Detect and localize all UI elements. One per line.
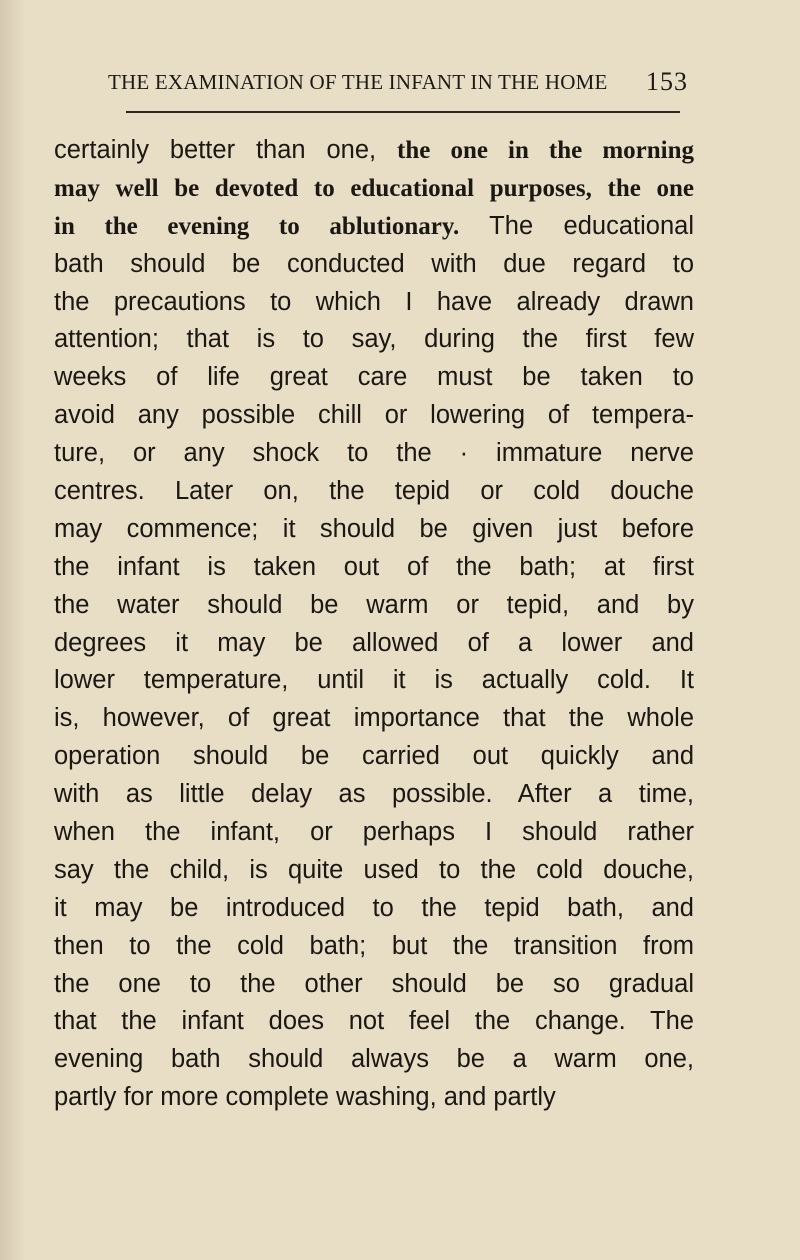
text-line: then to the cold bath; but the transition from: [54, 931, 694, 960]
text-line: the one to the other should be so gradual: [54, 969, 694, 998]
page-number: 153: [646, 67, 688, 96]
text-line: weeks of life great care must be taken to: [54, 363, 694, 392]
text-run: The educational: [459, 211, 694, 240]
text-line: lower temperature, until it is actually cold. It: [54, 666, 694, 695]
text-line: the precautions to which I have already drawn: [54, 287, 694, 316]
text-line: it may be introduced to the tepid bath, and: [54, 893, 694, 922]
text-line: the water should be warm or tepid, and by: [54, 590, 694, 619]
text-line: with as little delay as possible. After a time,: [54, 780, 694, 809]
text-line: the infant is taken out of the bath; at first: [54, 552, 694, 581]
text-line: avoid any possible chill or lowering of tempera-: [54, 401, 694, 430]
text-line: operation should be carried out quickly and: [54, 742, 694, 771]
text-line: evening bath should always be a warm one,: [54, 1045, 694, 1074]
bold-phrase: in the evening to ablutionary.: [54, 212, 460, 240]
bold-phrase: the one in the morning: [397, 137, 694, 164]
text-line: attention; that is to say, during the first few: [54, 325, 694, 354]
text-line: say the child, is quite used to the cold douche,: [54, 855, 694, 884]
text-line: [54, 132, 694, 170]
text-line: [54, 208, 694, 246]
text-line: bath should be conducted with due regard to: [54, 249, 694, 278]
text-line: may commence; it should be given just before: [54, 514, 694, 543]
text-line: that the infant does not feel the change. The: [54, 1007, 694, 1036]
text-line: degrees it may be allowed of a lower and: [54, 628, 694, 657]
text-line: when the infant, or perhaps I should rather: [54, 818, 694, 847]
text-line: is, however, of great importance that the whole: [54, 704, 694, 733]
header-rule: [126, 111, 680, 113]
page-header: [108, 67, 688, 102]
text-line: partly for more complete washing, and partly: [54, 1083, 556, 1112]
text-line: ture, or any shock to the · immature nerve: [54, 439, 694, 468]
text-run: certainly better than one,: [54, 136, 398, 164]
running-head: THE EXAMINATION OF THE INFANT IN THE HOME: [108, 70, 608, 94]
body-text: [54, 132, 694, 1117]
text-line: centres. Later on, the tepid or cold douche: [54, 477, 694, 506]
text-line: may well be devoted to educational purposes, the one: [54, 174, 694, 202]
